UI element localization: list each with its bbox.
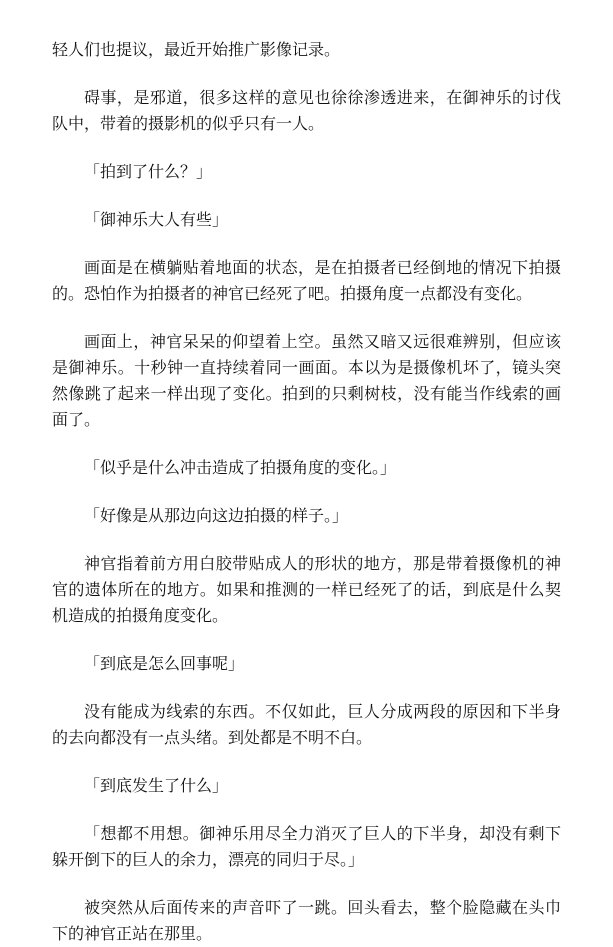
paragraph-1: 轻人们也提议，最近开始推广影像记录。 [52, 40, 341, 59]
dialogue-3: 「似乎是什么冲击造成了拍摄角度的变化。」 [84, 458, 397, 477]
dialogue-4: 「好像是从那边向这边拍摄的样子。」 [84, 506, 349, 525]
dialogue-1: 「拍到了什么？」 [84, 162, 213, 181]
dialogue-5: 「到底是怎么回事呢」 [84, 654, 245, 673]
paragraph-3: 画面是在横躺贴着地面的状态，是在拍摄者已经倒地的情况下拍摄的。恐怕作为拍摄者的神官已经死了吧。拍摄角度一点都没有变化。 [52, 258, 561, 303]
dialogue-7: 「想都不用想。御神乐用尽全力消灭了巨人的下半身，却没有剩下躲开倒下的巨人的余力，漂亮的同归于尽。」 [52, 824, 561, 869]
dialogue-6: 「到底发生了什么」 [84, 776, 229, 795]
paragraph-6: 没有能成为线索的东西。不仅如此，巨人分成两段的原因和下半身的去向都没有一点头绪。到处都是不明不白。 [52, 702, 561, 747]
paragraph-4: 画面上，神官呆呆的仰望着上空。虽然又暗又远很难辨别，但应该是御神乐。十秒钟一直持续着同一画面。本以为是摄像机坏了，镜头突然像跳了起来一样出现了变化。拍到的只剩树枝，没有能当作线索的画面了。 [52, 332, 561, 429]
dialogue-2: 「御神乐大人有些」 [84, 210, 229, 229]
paragraph-2: 碍事，是邪道，很多这样的意见也徐徐渗透进来，在御神乐的讨伐队中，带着的摄影机的似乎只有一人。 [52, 88, 561, 133]
paragraph-5: 神官指着前方用白胶带贴成人的形状的地方，那是带着摄像机的神官的遗体所在的地方。如果和推测的一样已经死了的话，到底是什么契机造成的拍摄角度变化。 [52, 554, 561, 625]
paragraph-7: 被突然从后面传来的声音吓了一跳。回头看去，整个脸隐藏在头巾下的神官正站在那里。 [52, 898, 561, 943]
